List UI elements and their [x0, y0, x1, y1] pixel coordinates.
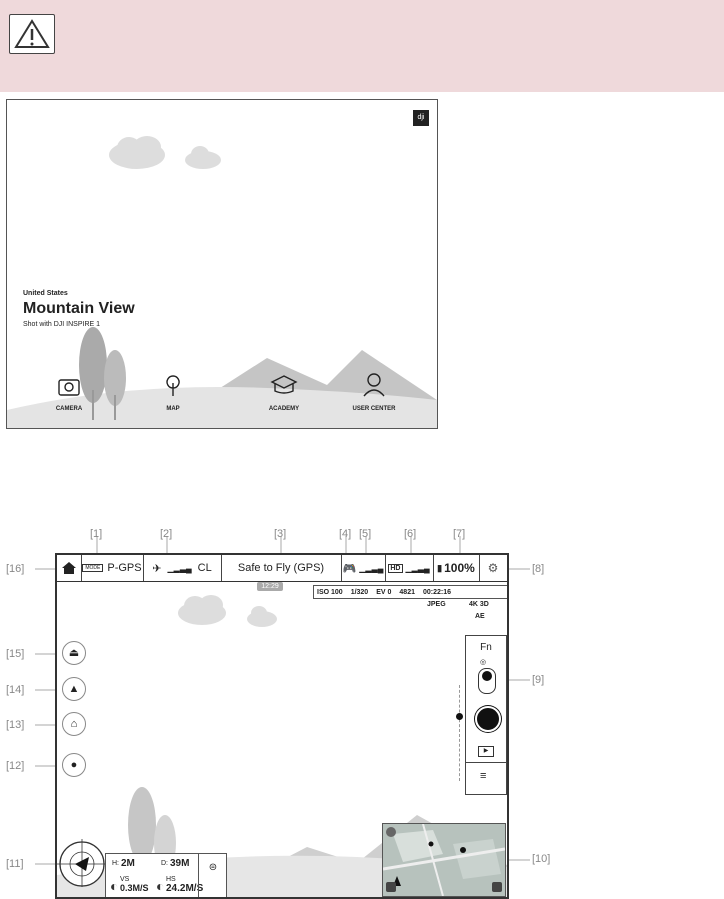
shot-caption: Shot with DJI INSPIRE 1 [23, 321, 101, 328]
vision-icon: ⊜ [208, 862, 218, 873]
horizontal-speed-icon: ◐ [156, 878, 165, 894]
gimbal-handle[interactable] [456, 713, 463, 720]
auto-takeoff-button[interactable] [62, 641, 86, 665]
return-home-icon: ⌂ [70, 718, 78, 730]
intelligent-flight-button[interactable] [62, 677, 86, 701]
photo-count: 4821 [399, 588, 415, 596]
nav-map[interactable]: MAP [166, 406, 180, 412]
nav-academy[interactable]: ACADEMY [268, 406, 300, 412]
telemetry-panel [105, 853, 227, 899]
radar-icon [57, 837, 107, 887]
remote-controller-icon: 🎮 [342, 562, 357, 575]
shutter-button[interactable] [475, 706, 501, 732]
callout-15: [15] [6, 648, 25, 660]
map-compass-icon[interactable] [386, 827, 396, 837]
callout-9: [9] [532, 674, 545, 686]
city-title: Mountain View [23, 300, 135, 317]
format-label: JPEG [427, 601, 446, 608]
camera-settings-button[interactable] [480, 770, 486, 782]
callout-4: [4] [339, 528, 352, 540]
home-background [7, 100, 437, 428]
callout-3: [3] [274, 528, 287, 540]
satellite-icon: ✈ [152, 562, 162, 575]
system-status[interactable]: Safe to Fly (GPS) [221, 555, 342, 581]
ae-lock-label[interactable]: AE [475, 613, 485, 620]
vs-value: 0.3M/S [120, 883, 149, 893]
gps-point-button[interactable] [62, 753, 86, 777]
camera-icon: ◎ [480, 659, 487, 666]
gimbal-slider[interactable] [459, 685, 462, 781]
gps-signal-icon: ▁▂▃▄ [167, 563, 192, 573]
callout-11: [11] [6, 858, 24, 870]
aircraft-icon: ▲ [68, 683, 80, 695]
nav-camera[interactable]: CAMERA [55, 406, 83, 412]
warning-icon [9, 14, 55, 54]
rc-signal-icon: ▁▂▃▄ [359, 563, 384, 573]
ev-value: EV 0 [376, 588, 392, 596]
vertical-speed-icon: ◐ [110, 878, 119, 894]
flight-timer: 12:29 [257, 582, 283, 591]
mode-icon: MODE [82, 564, 103, 572]
battery[interactable] [433, 555, 480, 581]
callout-7: [7] [453, 528, 466, 540]
home-button[interactable] [57, 555, 82, 581]
height-label: H: [112, 860, 119, 867]
home-screen [6, 99, 438, 429]
video-link[interactable] [385, 555, 434, 581]
iso-value: ISO 100 [317, 588, 343, 596]
camera-icon [59, 380, 79, 395]
gps-mode-label: CL [197, 562, 212, 574]
hs-label: HS [166, 876, 176, 883]
playback-button[interactable] [478, 746, 494, 757]
panel-divider [466, 762, 506, 763]
callout-5: [5] [359, 528, 372, 540]
map-pin-icon: ● [70, 759, 78, 771]
sliders-icon: ≡ [480, 770, 487, 782]
height-value: 2M [121, 858, 135, 869]
play-icon: ▶ [483, 748, 489, 754]
warning-banner [0, 0, 724, 92]
callout-12: [12] [6, 760, 25, 772]
callout-13: [13] [6, 719, 25, 731]
hd-icon: HD [390, 564, 401, 572]
gear-icon: ⚙ [487, 561, 499, 575]
flight-mode[interactable] [81, 555, 144, 581]
vision-positioning-button[interactable] [198, 854, 227, 898]
attitude-indicator[interactable] [57, 837, 107, 887]
nav-user-center[interactable]: USER CENTER [352, 406, 396, 412]
hs-value: 24.2M/S [166, 883, 204, 894]
home-icon [62, 562, 76, 574]
shutter-value: 1/320 [350, 588, 369, 596]
callout-6: [6] [404, 528, 417, 540]
photo-video-toggle[interactable] [478, 668, 496, 694]
return-home-button[interactable] [62, 712, 86, 736]
map-eraser-icon[interactable] [492, 882, 502, 892]
camera-view [55, 553, 509, 899]
gps-status[interactable] [143, 555, 222, 581]
callout-16: [16] [6, 563, 25, 575]
rc-signal[interactable] [341, 555, 386, 581]
toggle-knob [482, 671, 492, 681]
resolution-label: 4K 3D [469, 601, 489, 608]
cloud-icon [109, 136, 221, 169]
takeoff-icon: ⏏ [68, 647, 80, 659]
vs-label: VS [120, 876, 130, 883]
record-time: 00:22:16 [422, 588, 452, 596]
callout-14: [14] [6, 684, 25, 696]
callout-2: [2] [160, 528, 173, 540]
callout-8: [8] [532, 563, 545, 575]
map-zoom-icon[interactable] [386, 882, 396, 892]
battery-level: 100% [444, 561, 475, 575]
distance-label: D: [161, 860, 168, 867]
flight-mode-label: P-GPS [107, 562, 142, 574]
camera-params [313, 585, 508, 599]
camera-control-panel [465, 635, 507, 795]
fn-button[interactable]: Fn [480, 642, 492, 653]
map-view [383, 824, 505, 896]
video-signal-icon: ▁▂▃▄ [405, 563, 430, 573]
mini-map[interactable] [382, 823, 506, 897]
settings-button[interactable] [479, 555, 507, 581]
dji-logo: dji [413, 110, 429, 126]
callout-1: [1] [90, 528, 103, 540]
callout-10: [10] [532, 853, 551, 865]
distance-value: 39M [170, 858, 190, 869]
country-label: United States [23, 290, 68, 297]
battery-icon: ▮ [437, 562, 443, 573]
